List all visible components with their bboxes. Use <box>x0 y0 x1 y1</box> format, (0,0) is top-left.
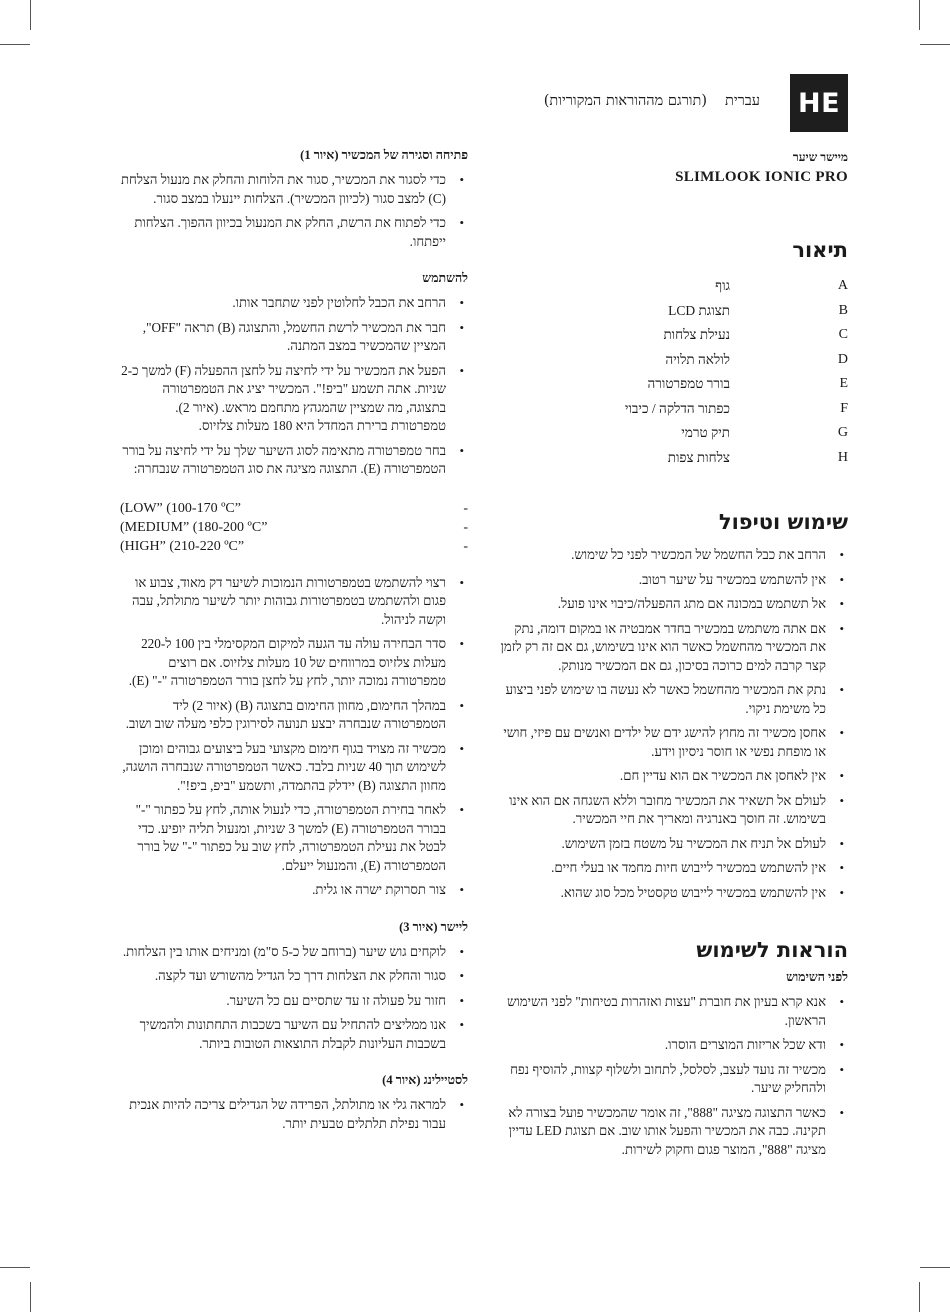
list-item: • ודא שכל אריזות המוצרים הוסרו. <box>500 1036 848 1055</box>
use-care-list <box>500 546 848 902</box>
list-item: • לוקחים גוש שיער (ברוחב של כ-5 ס"מ) ומניחים אותו בין הצלחות. <box>120 943 468 962</box>
list-item: • אין להשתמש במכשיר לייבוש חיות מחמד או בעלי חיים. <box>500 859 848 878</box>
description-list <box>500 274 848 470</box>
list-item: • בחר טמפרטורה מתאימה לסוג השיער שלך על ידי לחיצה על בורר הטמפרטורה (E). התצוגה מציגה את סוג הטמפרטורה שנבחרה: <box>120 442 468 479</box>
list-item: • במהלך החימום, מחוון החימום בתצוגה (B) (איור 2) ליד הטמפרטורה שנבחרה יבצע תנועה לסירוגין כלפי מעלה שוב ושוב. <box>120 697 468 734</box>
use-care-title: שימוש וטיפול <box>718 510 848 534</box>
usage-list-continued <box>120 574 468 900</box>
list-item: • הרחב את כבל החשמל של המכשיר לפני כל שימוש. <box>500 546 848 565</box>
list-item: • צור תסרוקת ישרה או גלית. <box>120 881 468 900</box>
description-item: B תצוגת LCD <box>668 302 848 318</box>
styling-title: לסטיילינג (איור 4) <box>382 1073 468 1087</box>
description-item: H צלחות צפות <box>667 449 848 465</box>
usage-title: להשתמש <box>422 271 468 285</box>
description-item: A גוף <box>715 278 848 294</box>
crop-mark <box>0 44 30 45</box>
list-item: • לאחר בחירת הטמפרטורה, כדי לנעול אותה, לחץ על כפתור "-" בבורר הטמפרטורה (E) למשך 3 שניות, ומנעול תליה יופיע. כדי לבטל את נעילת הטמפרטורה, לחץ שוב על כפתור "-" של בורר הטמפרטורה (E), והמנעול ייעלם. <box>120 801 468 875</box>
crop-mark <box>919 1282 920 1312</box>
list-item: • כדי לפתוח את הרשת, החלק את המנעול בכיוון ההפוך. הצלחות ייפתחו. <box>120 214 468 251</box>
crop-mark <box>0 1267 30 1268</box>
instructions-title: הוראות לשימוש <box>696 938 848 962</box>
list-item: • כאשר התצוגה מציגה "888", זה אומר שהמכשיר פועל בצורה לא תקינה. כבה את המכשיר והפעל אותו שוב. אם תצוגת LED עדיין מציגה "888", המוצר פגום וחקוק לשירות. <box>500 1104 848 1160</box>
crop-mark <box>920 44 950 45</box>
left-column <box>120 148 468 1139</box>
temperature-item: - (MEDIUM” (180-200 ºC” <box>120 519 468 535</box>
temperature-item: - (HIGH” (210-220 ºC” <box>120 538 468 554</box>
list-item: • מכשיר זה מצויד בגוף חימום מקצועי בעל ביצועים גבוהים ומוכן לשימוש תוך 40 שניות בלבד. כאשר הטמפרטורה שנבחרה הושגה, מחוון התצוגה (B) יידלק בהתמדה, ותשמע "ביפ, ביפ!". <box>120 740 468 796</box>
list-item: • הרחב את הכבל לחלוטין לפני שתחבר אותו. <box>120 294 468 313</box>
list-item: • אין להשתמש במכשיר על שיער רטוב. <box>500 571 848 590</box>
list-item: • לעולם אל תשאיר את המכשיר מחובר וללא השגחה אם הוא אינו בשימוש. זה חוסך באנרגיה ומאריך את חיי המכשיר. <box>500 792 848 829</box>
temperature-item: - (LOW” (100-170 ºC” <box>120 500 468 516</box>
description-item: C נעילת צלחות <box>663 327 848 343</box>
straighten-title: ליישר (איור 3) <box>399 919 468 934</box>
list-item: • למראה גלי או מתולתל, הפרידה של הגדילים צריכה להיות אנכית עבור נפילת תלתלים טבעית יותר. <box>120 1096 468 1133</box>
description-title: תיאור <box>792 238 848 262</box>
opening-list <box>120 171 468 251</box>
list-item: • נתק את המכשיר מהחשמל כאשר לא נעשה בו שימוש לפני ביצוע כל משימת ניקוי. <box>500 681 848 718</box>
language-badge: HE <box>790 74 848 132</box>
list-item: • חבר את המכשיר לרשת החשמל, והתצוגה (B) תראה "OFF", המציין שהמכשיר במצב המתנה. <box>120 319 468 356</box>
list-item: • כדי לסגור את המכשיר, סגור את הלוחות והחלק את מנעול הצלחת (C) למצב סגור (לכיוון המכשיר). הצלחות יינעלו במצב סגור. <box>120 171 468 208</box>
description-item: F כפתור הדלקה / כיבוי <box>624 400 848 416</box>
list-item: • מכשיר זה נועד לעצב, לסלסל, לתחוב ולשלוף קצוות, להוסיף נפח ולהחליק שיער. <box>500 1061 848 1098</box>
styling-list <box>120 1096 468 1133</box>
description-item: E בורר טמפרטורה <box>647 376 848 392</box>
before-use-list <box>500 993 848 1159</box>
list-item: • אנא קרא בעיון את חוברת "עצות ואזהרות בטיחות" לפני השימוש הראשון. <box>500 993 848 1030</box>
before-use-title: לפני השימוש <box>786 970 848 984</box>
list-item: • אין להשתמש במכשיר לייבוש טקסטיל מכל סוג שהוא. <box>500 884 848 903</box>
straighten-list <box>120 943 468 1054</box>
list-item: • הפעל את המכשיר על ידי לחיצה על לחצן ההפעלה (F) למשך כ-2 שניות. אתה תשמע "ביפ!". המכשיר יציג את הטמפרטורה בתצוגה, מה שמציין שהמגהץ מתחמם מראש. (איור 2). טמפרטורת ברירת המחדל היא 180 מעלות צלזיוס. <box>120 362 468 436</box>
list-item: • סדר הבחירה עולה עד הגעה למיקום המקסימלי בין 100 ל-220 מעלות צלזיוס במרווחים של 10 מעלות צלזיוס. אם רוצים טמפרטורה נמוכה יותר, לחץ על לחצן בורר הטמפרטורה "-" (E). <box>120 635 468 691</box>
temperature-list <box>120 499 468 556</box>
usage-list <box>120 294 468 479</box>
list-item: • רצוי להשתמש בטמפרטורות הנמוכות לשיער דק מאוד, צבוע או פגום ולהשתמש בטמפרטורות גבוהות יותר לשיער מתולתל, עבה וקשה לניהול. <box>120 574 468 630</box>
crop-mark <box>30 0 31 30</box>
list-item: • חזור על פעולה זו עד שתסיים עם כל השיער. <box>120 992 468 1011</box>
list-item: • סגור והחלק את הצלחות דרך כל הגדיל מהשורש ועד לקצה. <box>120 967 468 986</box>
crop-mark <box>920 1267 950 1268</box>
product-name: SLIMLOOK IONIC PRO <box>675 169 848 185</box>
opening-title: פתיחה וסגירה של המכשיר (איור 1) <box>300 148 468 162</box>
description-item: G תיק טרמי <box>681 425 848 441</box>
language-name: עברית <box>725 93 760 109</box>
list-item: • אנו ממליצים להתחיל עם השיער בשכבות התחתונות ולהמשיך בשכבות העליונות לקבלת התוצאות הטובות ביותר. <box>120 1016 468 1053</box>
list-item: • אם אתה משתמש במכשיר בחדר אמבטיה או במקום דומה, נתק את המכשיר מהחשמל כאשר הוא אינו בשימוש, גם אם זה רק לזמן קצר קרבה למים כרוכה בסיכון, גם אם המכשיר מנותק. <box>500 620 848 676</box>
product-label: מיישר שיער <box>792 150 848 164</box>
crop-mark <box>919 0 920 30</box>
right-column <box>500 150 848 1165</box>
page-header <box>544 93 760 110</box>
list-item: • לעולם אל תניח את המכשיר על משטח בזמן השימוש. <box>500 835 848 854</box>
list-item: • אל תשתמש במכונה אם מתג ההפעלה/כיבוי אינו פועל. <box>500 595 848 614</box>
crop-mark <box>30 1282 31 1312</box>
header-subtitle: (תורגם מההוראות המקוריות) <box>543 93 708 109</box>
description-item: D לולאה תלויה <box>665 351 848 367</box>
list-item: • אין לאחסן את המכשיר אם הוא עדיין חם. <box>500 767 848 786</box>
list-item: • אחסן מכשיר זה מחוץ להישג ידם של ילדים ואנשים עם פיזי, חושי או מופחת נפשי או חוסר ניסיון וידע. <box>500 724 848 761</box>
